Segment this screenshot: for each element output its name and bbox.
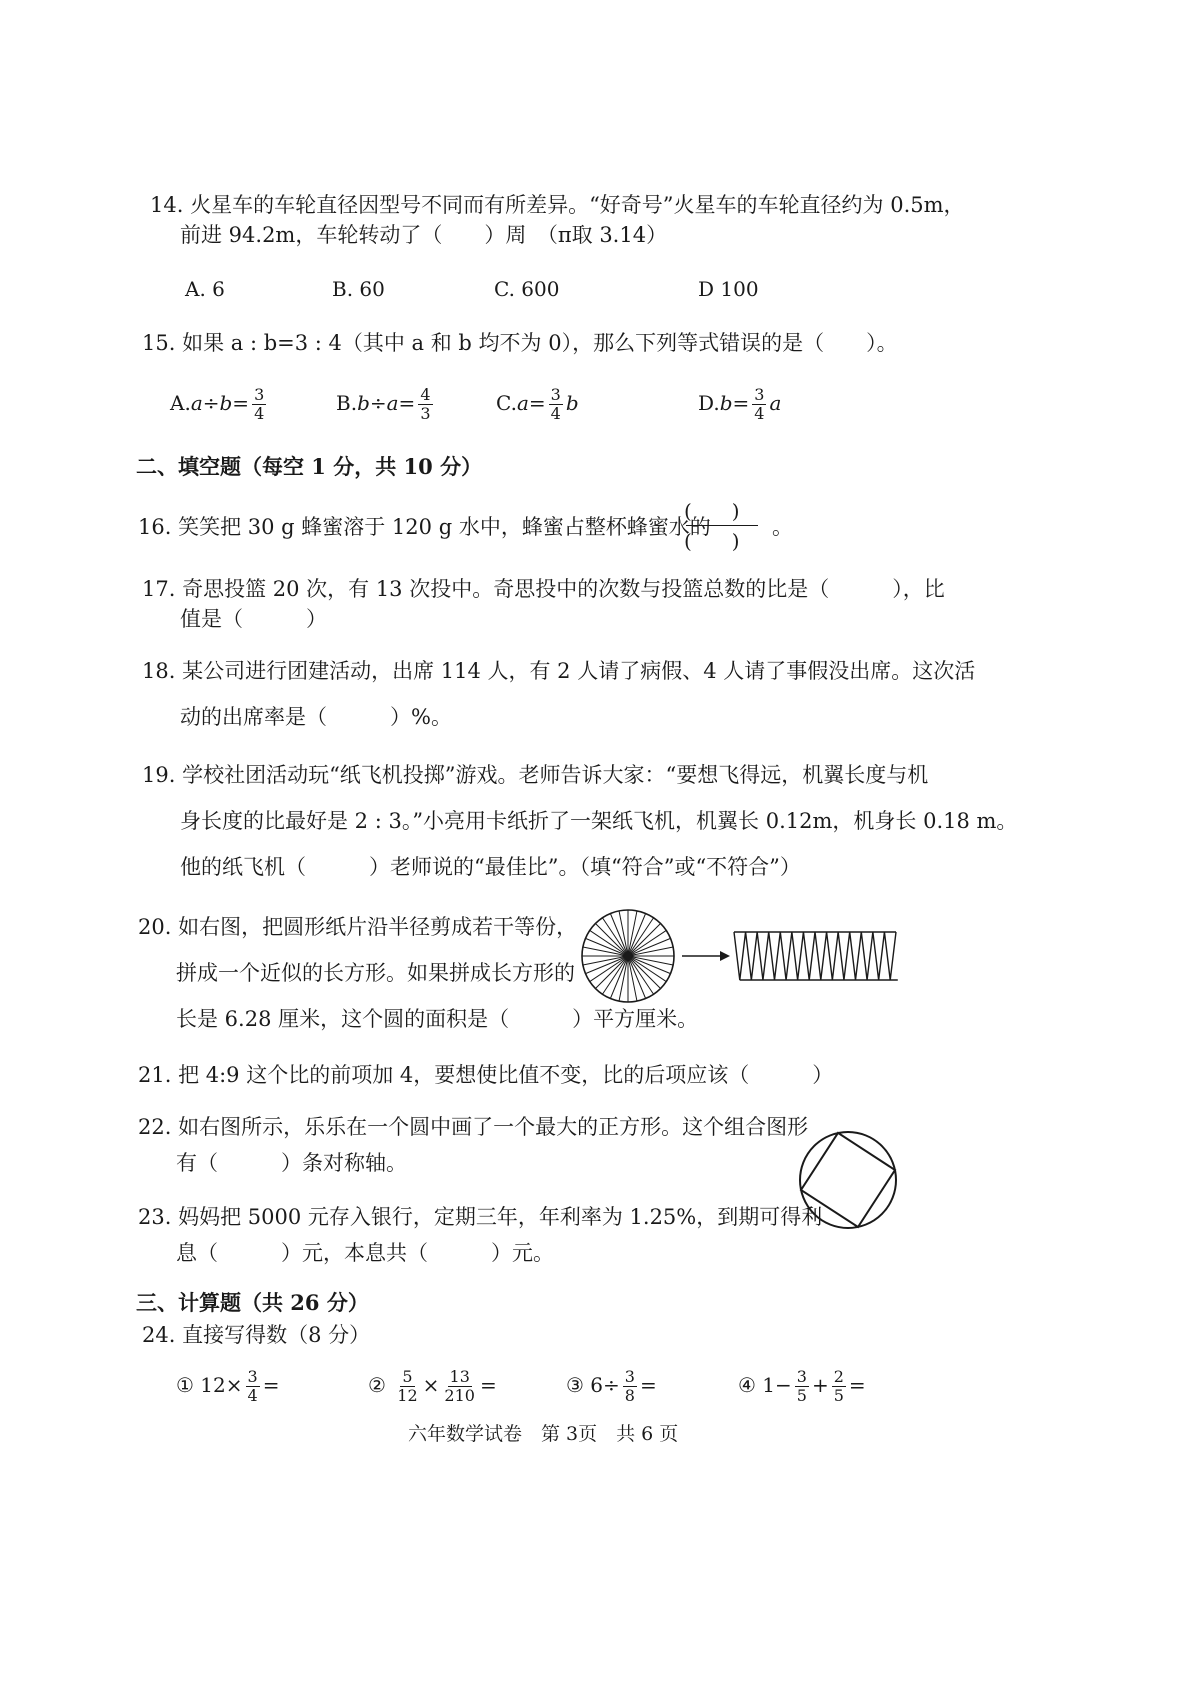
q17-line2: 值是（ ）: [180, 607, 327, 631]
q21-text: 21. 把 4:9 这个比的前项加 4，要想使比值不变，比的后项应该（ ）: [138, 1063, 834, 1087]
section-2-heading: 二、填空题（每空 1 分，共 10 分）: [136, 454, 483, 479]
circle-to-rectangle-figure: [578, 900, 908, 1012]
q22-line1: 22. 如右图所示，乐乐在一个圆中画了一个最大的正方形。这个组合图形: [138, 1115, 809, 1139]
q14-option-a: A. 6: [185, 277, 225, 301]
q14-option-b: B. 60: [332, 277, 385, 301]
q15-stem: 15. 如果 a : b=3 : 4（其中 a 和 b 均不为 0），那么下列等式错误的是（ ）。: [142, 331, 898, 355]
q19-line1: 19. 学校社团活动玩“纸飞机投掷”游戏。老师告诉大家：“要想飞得远，机翼长度与机: [142, 763, 929, 787]
q15-option-c: C.a= $\frac{3}{4}$ b: [496, 385, 579, 423]
q16-end: 。: [772, 515, 793, 539]
q14-line2: 前进 94.2m，车轮转动了（ ）周 （π取 3.14）: [180, 223, 668, 247]
section-3-heading: 三、计算题（共 26 分）: [136, 1290, 369, 1315]
q16-blank-numerator: ( ): [684, 499, 740, 523]
q16-text: 16. 笑笑把 30 g 蜂蜜溶于 120 g 水中，蜂蜜占整杯蜂蜜水的: [138, 515, 711, 539]
q24-item-3: ③ 6÷ $\frac{3}{8}$ =: [566, 1367, 657, 1405]
q18-line1: 18. 某公司进行团建活动，出席 114 人，有 2 人请了病假、4 人请了事假没出席。这次活: [142, 659, 976, 683]
q19-line3: 他的纸飞机（ ）老师说的“最佳比”。（填“符合”或“不符合”）: [180, 855, 801, 879]
q17-line1: 17. 奇思投篮 20 次，有 13 次投中。奇思投中的次数与投篮总数的比是（ ），比: [142, 577, 945, 601]
q14-option-d: D 100: [698, 277, 759, 301]
q16-blank-denominator: ( ): [684, 529, 740, 553]
q24-item-1: ① 12× $\frac{3}{4}$ =: [176, 1367, 280, 1405]
q16-fraction-bar: [686, 525, 758, 526]
q14-line1: 14. 火星车的车轮直径因型号不同而有所差异。“好奇号”火星车的车轮直径约为 0.5m，: [150, 193, 965, 217]
q18-line2: 动的出席率是（ ）%。: [180, 705, 452, 729]
q22-line2: 有（ ）条对称轴。: [176, 1151, 407, 1175]
q20-line2: 拼成一个近似的长方形。如果拼成长方形的: [176, 961, 575, 985]
arrow-icon: [682, 951, 730, 961]
q15-option-d: D.b= $\frac{3}{4}$ a: [698, 385, 782, 423]
q24-stem: 24. 直接写得数（8 分）: [142, 1323, 371, 1347]
sectored-circle-icon: [582, 910, 674, 1002]
q20-line1: 20. 如右图，把圆形纸片沿半径剪成若干等份，: [138, 915, 578, 939]
q15-option-a: A.a÷b= $\frac{3}{4}$: [170, 385, 265, 423]
q15-option-b: B.b÷a= $\frac{4}{3}$: [336, 385, 431, 423]
q20-line3: 长是 6.28 厘米，这个圆的面积是（ ）平方厘米。: [176, 1007, 699, 1031]
approximate-rectangle-icon: [734, 932, 898, 980]
page-footer: 六年数学试卷 第 3页 共 6 页: [408, 1423, 679, 1445]
q19-line2: 身长度的比最好是 2 : 3。”小亮用卡纸折了一架纸飞机，机翼长 0.12m，机身长 0.18 m。: [180, 809, 1018, 833]
q23-line2: 息（ ）元，本息共（ ）元。: [176, 1241, 554, 1265]
q24-item-2: ② $\frac{5}{12}$ × $\frac{13}{210}$ =: [368, 1367, 497, 1405]
q14-option-c: C. 600: [494, 277, 560, 301]
q23-line1: 23. 妈妈把 5000 元存入银行，定期三年，年利率为 1.25%，到期可得利: [138, 1205, 823, 1229]
q24-item-4: ④ 1− $\frac{3}{5}$ + $\frac{2}{5}$ =: [738, 1367, 866, 1405]
